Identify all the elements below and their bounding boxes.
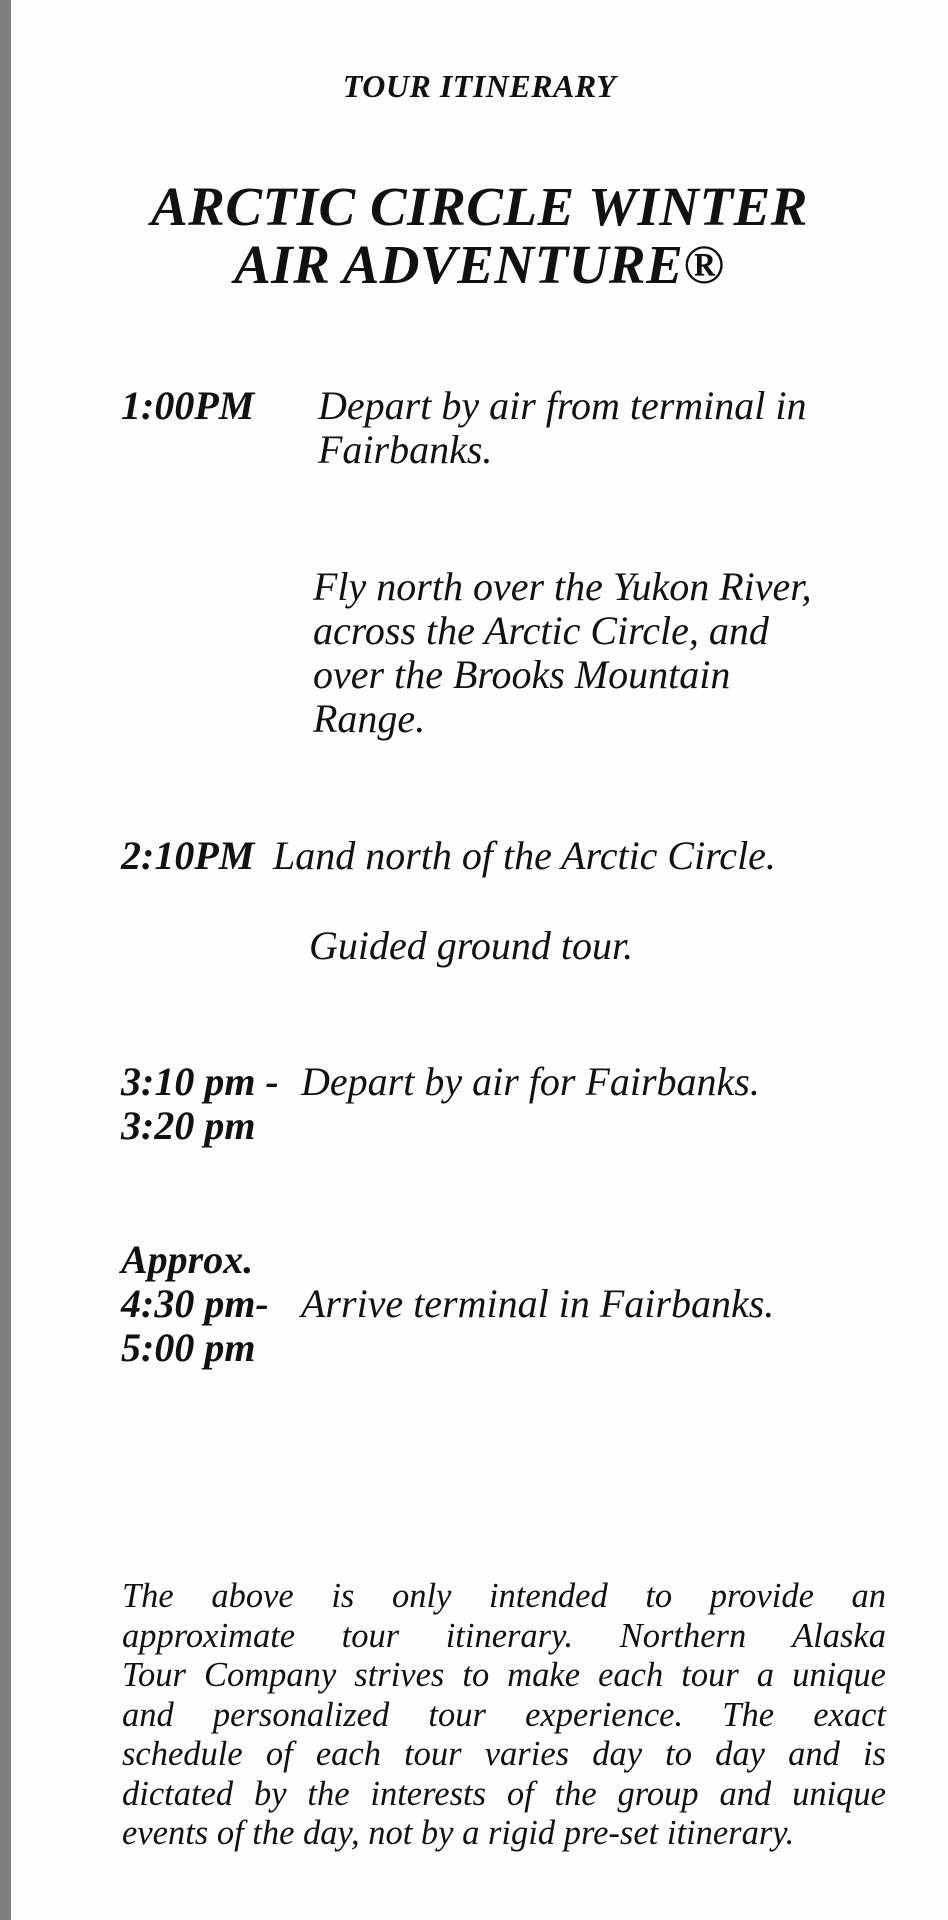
disclaimer-line: schedule of each tour varies day to day and is — [122, 1735, 886, 1773]
disclaimer-line: The above is only intended to provide an — [122, 1577, 886, 1615]
time-line: Approx. — [121, 1237, 254, 1282]
itinerary-description-3 — [273, 834, 776, 878]
disclaimer-line: events of the day, not by a rigid pre-set itinerary. — [122, 1814, 795, 1852]
disclaimer-line: Tour Company strives to make each tour a unique — [122, 1656, 886, 1694]
time-line: 5:00 pm — [121, 1325, 256, 1370]
disclaimer-line: approximate tour itinerary. Northern Alaska — [122, 1616, 886, 1655]
time-line: 3:10 pm - — [121, 1059, 279, 1104]
description-line: Depart by air for Fairbanks. — [301, 1059, 760, 1104]
disclaimer-line: dictated by the interests of the group and unique — [122, 1774, 886, 1813]
description-line: Fairbanks. — [318, 427, 493, 472]
document-page — [11, 0, 948, 1920]
left-edge-bar — [0, 0, 11, 1920]
document-label: TOUR ITINERARY — [342, 68, 617, 104]
title-line: ARCTIC CIRCLE WINTER — [151, 176, 808, 237]
itinerary-description-5 — [301, 1060, 760, 1104]
title-line: AIR ADVENTURE® — [234, 234, 725, 295]
itinerary-description-4 — [309, 924, 633, 968]
description-line: Depart by air from terminal in — [318, 383, 807, 428]
itinerary-description-2 — [313, 565, 811, 741]
itinerary-time-5 — [121, 1060, 279, 1148]
itinerary-time-3 — [121, 834, 254, 878]
description-line: Guided ground tour. — [309, 923, 634, 968]
time-line: 4:30 pm- — [121, 1281, 269, 1326]
description-line: Arrive terminal in Fairbanks. — [301, 1281, 775, 1326]
disclaimer-line: and personalized tour experience. The exact — [122, 1695, 886, 1734]
description-line: across the Arctic Circle, and — [313, 608, 769, 653]
itinerary-description-1 — [318, 384, 807, 472]
time-line: 3:20 pm — [121, 1103, 256, 1148]
disclaimer-paragraph — [122, 1577, 886, 1854]
description-line: Fly north over the Yukon River, — [313, 564, 812, 609]
description-line: Land north of the Arctic Circle. — [273, 833, 776, 878]
description-line: over the Brooks Mountain — [313, 652, 731, 697]
itinerary-description-6 — [301, 1282, 774, 1326]
document-title — [11, 178, 948, 294]
itinerary-time-6 — [121, 1238, 269, 1370]
time-line: 1:00PM — [121, 383, 255, 428]
time-line: 2:10PM — [121, 833, 255, 878]
description-line: Range. — [313, 696, 426, 741]
itinerary-time-1 — [121, 384, 254, 428]
